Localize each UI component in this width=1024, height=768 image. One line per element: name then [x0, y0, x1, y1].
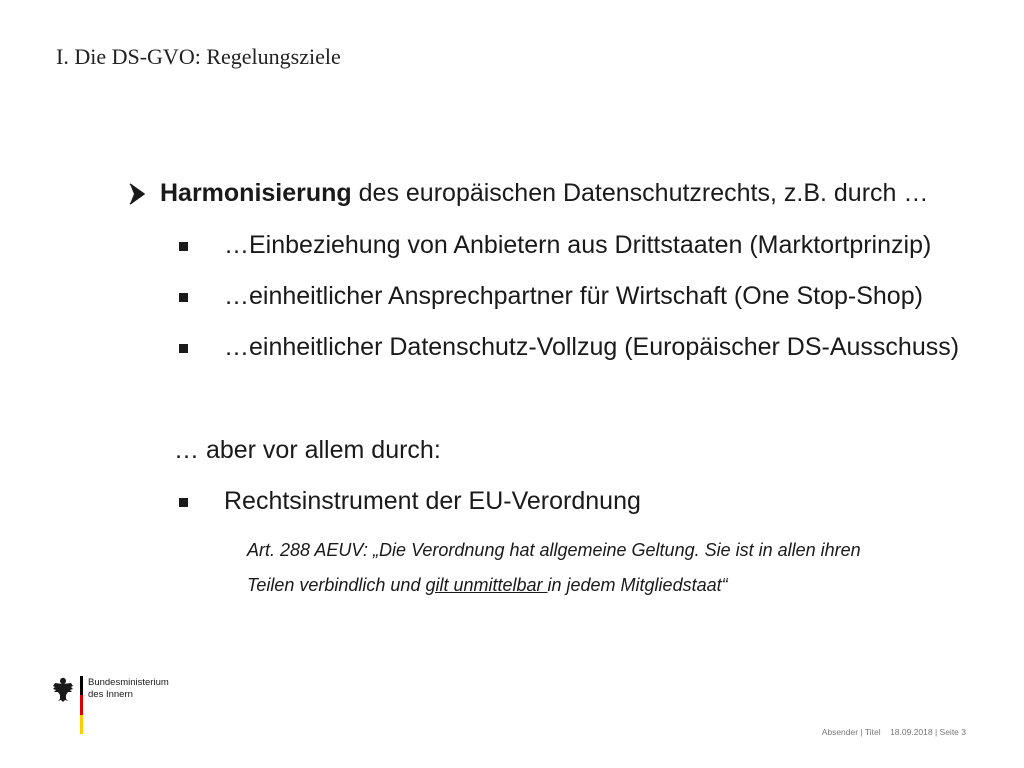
german-flag-bar: [80, 676, 83, 734]
footer: [822, 727, 966, 737]
square-bullet-icon: [179, 293, 188, 302]
federal-eagle-icon: [52, 676, 74, 702]
transition-text: … aber vor allem durch:: [174, 436, 441, 464]
ministry-name-line-1: Bundesministerium: [88, 677, 169, 688]
arrow-bullet-icon: [126, 181, 148, 207]
quote-underlined-text: gilt unmittelbar: [425, 575, 548, 595]
quote-text: Teilen verbindlich und: [247, 575, 426, 595]
square-bullet-icon: [179, 344, 188, 353]
sub-bullet: …einheitlicher Ansprechpartner für Wirtschaft (One Stop-Shop): [224, 282, 923, 310]
slide-title: I. Die DS-GVO: Regelungsziele: [56, 44, 341, 69]
footer-date-page: 18.09.2018 | Seite 3: [890, 727, 966, 737]
ministry-name: [88, 677, 169, 701]
footer-sender: Absender | Titel: [821, 727, 881, 737]
sub-bullet: …einheitlicher Datenschutz-Vollzug (Europäischer DS-Ausschuss): [224, 333, 960, 361]
square-bullet-icon: [179, 498, 188, 507]
square-bullet-icon: [179, 242, 188, 251]
main-point-text: des europäischen Datenschutzrechts, z.B. durch …: [351, 179, 929, 207]
main-point: [160, 179, 928, 208]
sub-bullet: …Einbeziehung von Anbietern aus Drittstaaten (Marktortprinzip): [224, 231, 932, 259]
ministry-name-line-2: des Innern: [88, 689, 133, 700]
quote-line-1: Art. 288 AEUV: „Die Verordnung hat allgemeine Geltung. Sie ist in allen ihren: [247, 540, 861, 560]
quote-line-2: [247, 575, 728, 596]
main-point-bold: Harmonisierung: [160, 179, 352, 207]
regulation-bullet: Rechtsinstrument der EU-Verordnung: [224, 487, 641, 515]
quote-text: in jedem Mitgliedstaat“: [547, 575, 728, 595]
